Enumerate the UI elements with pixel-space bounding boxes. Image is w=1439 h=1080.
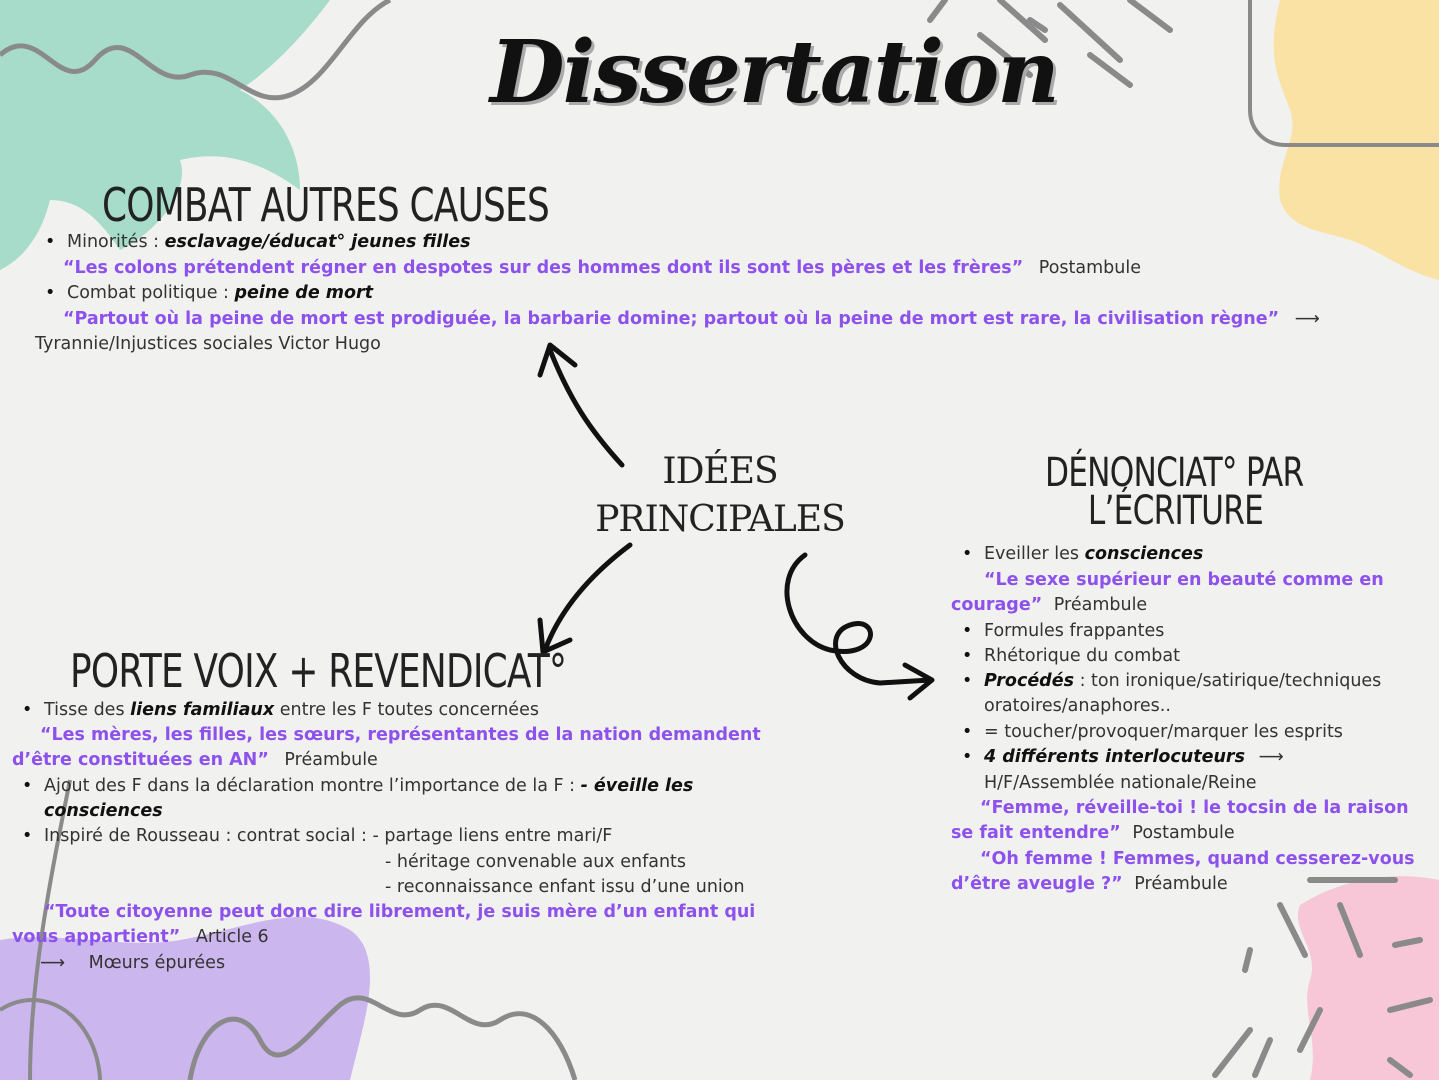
quote-text: “Toute citoyenne peut donc dire librement, je suis mère d’un enfant qui (44, 902, 756, 922)
arrow-right-icon: ⟶ (1258, 747, 1284, 767)
item-emphasis: esclavage/éducat° jeunes filles (164, 232, 471, 252)
list-item (962, 619, 1165, 645)
list-item (22, 698, 539, 724)
quote-source: Postambule (1132, 823, 1235, 843)
quote-text: “Femme, réveille-toi ! le tocsin de la raison (980, 798, 1409, 818)
list-item (22, 824, 613, 850)
quote-source: Postambule (1038, 258, 1142, 278)
center-title-line2: PRINCIPALES (595, 499, 845, 540)
heading-line1: DÉNONCIAT° PAR (1045, 450, 1304, 496)
quote-line (951, 872, 1228, 898)
bullet-icon: • (45, 232, 56, 252)
section-heading-denonciation (1045, 450, 1304, 534)
quote-text: vous appartient” (12, 927, 181, 947)
bullet-icon: • (962, 544, 973, 564)
quote-source: Préambule (1053, 595, 1148, 615)
quote-line (12, 748, 378, 774)
item-emphasis: liens familiaux (130, 700, 275, 720)
item-text: Inspiré de Rousseau : contrat social : - partage liens entre mari/F (44, 826, 613, 846)
item-text: Formules frappantes (984, 621, 1165, 641)
page-title: Dissertation (490, 22, 1058, 123)
item-continuation: H/F/Assemblée nationale/Reine (984, 773, 1257, 793)
item-text: Tisse des (44, 700, 131, 720)
quote-line (951, 821, 1235, 847)
section-footer: Tyrannie/Injustices sociales Victor Hugo (35, 334, 381, 354)
quote-text: “Oh femme ! Femmes, quand cesserez-vous (980, 849, 1415, 869)
bullet-icon: • (45, 283, 56, 303)
bullet-icon: • (962, 722, 973, 742)
pink-shape (1298, 876, 1439, 1080)
item-emphasis: consciences (1084, 544, 1204, 564)
item-text: : ton ironique/satirique/techniques (1074, 671, 1382, 691)
center-title (585, 448, 855, 544)
quote-line (951, 593, 1147, 619)
sub-item: - reconnaissance enfant issu d’une union (385, 877, 745, 897)
center-title-line1: IDÉES (662, 451, 778, 492)
quote-text: “Partout où la peine de mort est prodiguée, la barbarie domine; partout où la peine de mort est rare, la civilisation règne” (63, 309, 1280, 329)
quote-text: courage” (951, 595, 1043, 615)
quote-line (63, 307, 1320, 333)
quote-source: Article 6 (195, 927, 269, 947)
bullet-icon: • (22, 826, 33, 846)
item-continuation: oratoires/anaphores.. (984, 696, 1171, 716)
item-emphasis: consciences (44, 801, 163, 821)
arrow-to-denonciation (787, 555, 932, 698)
bullet-icon: • (22, 776, 33, 796)
bullet-icon: • (962, 671, 973, 691)
quote-text: “Les mères, les filles, les sœurs, représentantes de la nation demandent (40, 725, 761, 745)
list-item (45, 230, 471, 256)
list-item (962, 542, 1204, 568)
bullet-icon: • (22, 700, 33, 720)
heading-line2: L’ÉCRITURE (1087, 488, 1264, 534)
item-emphasis: 4 différents interlocuteurs (984, 747, 1245, 767)
section-heading-porte-voix: PORTE VOIX + REVENDICAT° (70, 644, 567, 698)
quote-line (12, 925, 269, 951)
arrow-right-icon: ⟶ (1294, 309, 1320, 329)
item-emphasis: Procédés (984, 671, 1074, 691)
quote-line (63, 256, 1141, 282)
item-emphasis: - éveille les (580, 776, 694, 796)
footer-text: Mœurs épurées (88, 953, 226, 973)
sub-item: - héritage convenable aux enfants (385, 852, 687, 872)
quote-text: se fait entendre” (951, 823, 1121, 843)
item-text: Ajout des F dans la déclaration montre l’importance de la F : (44, 776, 581, 796)
item-text: Combat politique : (67, 283, 235, 303)
list-item (962, 644, 1181, 670)
quote-source: Préambule (1134, 874, 1228, 894)
item-text: = toucher/provoquer/marquer les esprits (984, 722, 1343, 742)
yellow-shape (1274, 0, 1439, 280)
quote-source: Préambule (284, 750, 378, 770)
item-emphasis: peine de mort (234, 283, 374, 303)
bullet-icon: • (962, 747, 973, 767)
quote-text: “Le sexe supérieur en beauté comme en (984, 570, 1384, 590)
item-text: Eveiller les (984, 544, 1085, 564)
quote-text: d’être aveugle ?” (951, 874, 1123, 894)
arrow-to-porte-voix (540, 545, 630, 652)
item-text: entre les F toutes concernées (274, 700, 539, 720)
quote-text: d’être constituées en AN” (12, 750, 269, 770)
item-text: Rhétorique du combat (984, 646, 1181, 666)
list-item (962, 669, 1382, 695)
list-item (22, 774, 694, 800)
list-item (45, 281, 374, 307)
list-item (962, 745, 1284, 771)
section-heading-combat: COMBAT AUTRES CAUSES (102, 178, 549, 232)
bullet-icon: • (962, 621, 973, 641)
quote-text: “Les colons prétendent régner en despotes sur des hommes dont ils sont les pères et les frères” (63, 258, 1024, 278)
arrow-to-combat (540, 345, 622, 465)
section-footer (40, 951, 225, 977)
item-text: Minorités : (67, 232, 165, 252)
list-item (962, 720, 1343, 746)
bullet-icon: • (962, 646, 973, 666)
arrow-right-icon: ⟶ (40, 953, 66, 973)
